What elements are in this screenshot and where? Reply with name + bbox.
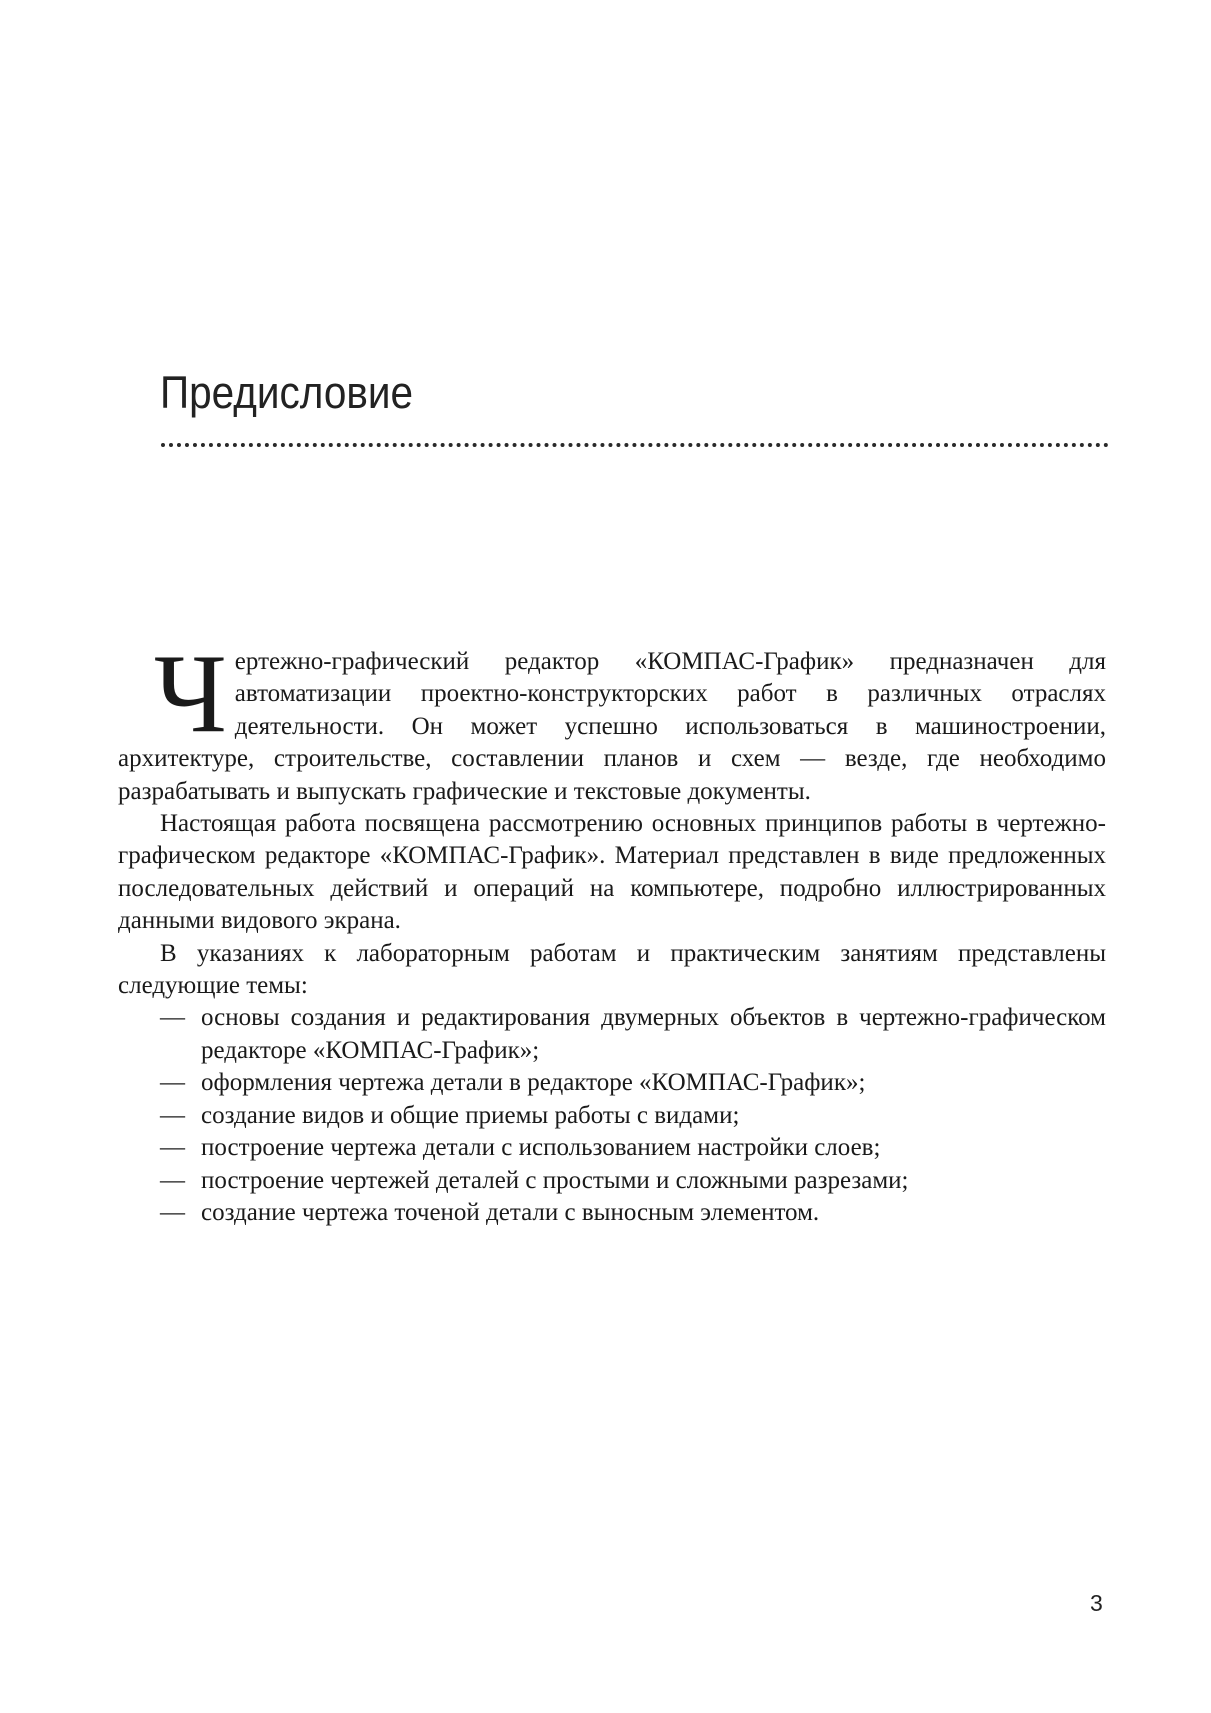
- list-item-text: построение чертежей деталей с простыми и сложными разрезами;: [201, 1166, 909, 1194]
- list-item-text: основы создания и редактирования двумерных объектов в чертежно-графическом редакторе «КОМПАС-График»;: [201, 1004, 1106, 1064]
- intro-text: ертежно-графический редактор «КОМПАС-График» предназначен для автоматизации проектно-конструкторских работ в различных отраслях деятельности. Он может успешно использоваться в машиностроении, архитектуре, строительстве, составлении планов и схем — везде, где необходимо разрабатывать и выпускать графические и текстовые документы.: [118, 648, 1106, 805]
- list-item-text: создание видов и общие приемы работы с видами;: [201, 1101, 740, 1129]
- main-text: [118, 632, 1106, 1229]
- list-item: [118, 1002, 1106, 1067]
- page-number: 3: [1090, 1590, 1103, 1616]
- list-dash: —: [160, 1198, 185, 1226]
- list-item: [118, 1197, 1106, 1229]
- list-item-text: создание чертежа точеной детали с выносным элементом.: [201, 1198, 820, 1226]
- list-item: [118, 1132, 1106, 1164]
- list-item: [118, 1165, 1106, 1197]
- list-item-text: построение чертежа детали с использованием настройки слоев;: [201, 1134, 881, 1162]
- title-dotted-rule: [161, 443, 1109, 447]
- paragraph-3: В указаниях к лабораторным работам и практическим занятиям представлены следующие темы:: [118, 939, 1106, 1000]
- intro-paragraph: [118, 632, 1106, 808]
- list-item: [118, 1067, 1106, 1099]
- drop-cap: Ч: [154, 632, 227, 756]
- list-item: [118, 1100, 1106, 1132]
- list-dash: —: [160, 1069, 185, 1097]
- topics-list: [118, 1002, 1106, 1229]
- page-title: Предисловие: [160, 367, 414, 418]
- list-dash: —: [160, 1166, 185, 1194]
- paragraph-2: Настоящая работа посвящена рассмотрению основных принципов работы в чертежно-графическом редакторе «КОМПАС-График». Материал представлен в виде предложенных последовательных действий и операций на компьютере, подробно иллюстрированных данными видового экрана.: [118, 810, 1106, 935]
- list-dash: —: [160, 1134, 185, 1162]
- list-dash: —: [160, 1101, 185, 1129]
- list-item-text: оформления чертежа детали в редакторе «КОМПАС-График»;: [201, 1069, 866, 1097]
- list-dash: —: [160, 1004, 185, 1032]
